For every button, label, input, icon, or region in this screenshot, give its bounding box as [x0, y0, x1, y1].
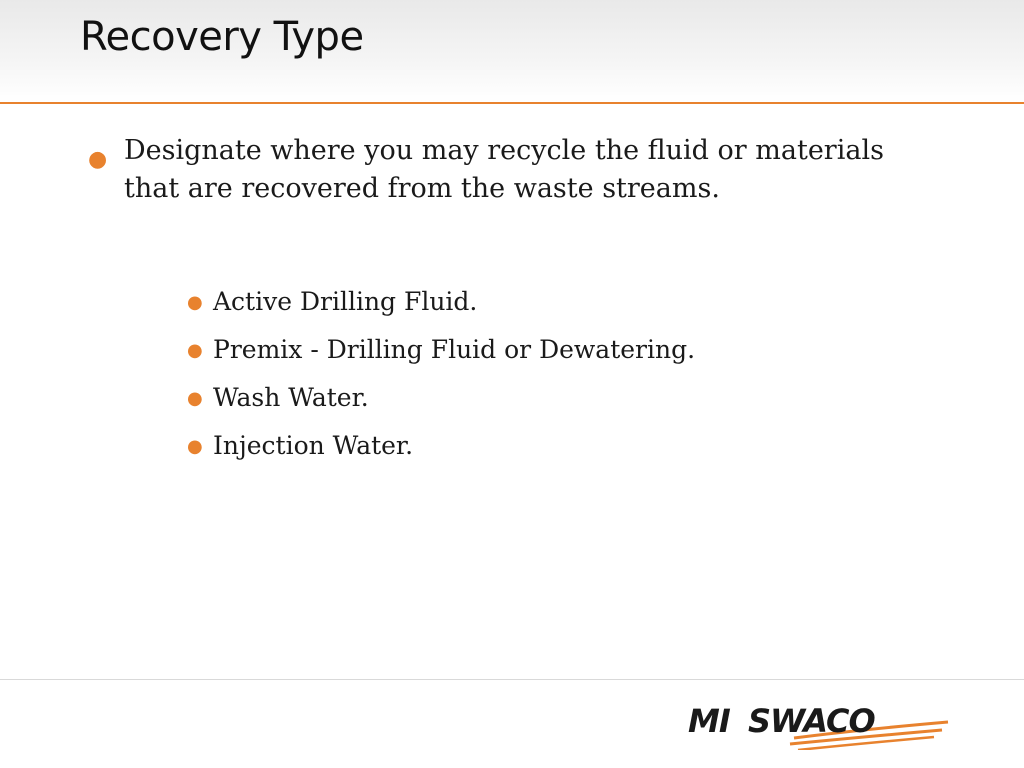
bullet-dot-icon: ● [187, 340, 203, 361]
bullet-dot-icon: ● [187, 292, 203, 313]
sub-bullet-item [187, 422, 695, 470]
footer-divider [0, 679, 1024, 680]
title-divider [0, 102, 1024, 104]
main-bullet-item [88, 132, 928, 208]
sub-bullet-text: Wash Water. [213, 383, 369, 412]
bullet-dot-icon: ● [88, 147, 108, 172]
svg-text:MI: MI [688, 702, 730, 740]
bullet-dot-icon: ● [187, 436, 203, 457]
sub-bullet-item [187, 278, 695, 326]
sub-bullet-text: Injection Water. [213, 431, 414, 460]
sub-bullet-text: Active Drilling Fluid. [213, 287, 478, 316]
sub-bullet-item [187, 374, 695, 422]
mi-swaco-logo [686, 700, 956, 750]
svg-text:SWACO: SWACO [748, 702, 875, 740]
sub-bullet-text: Premix - Drilling Fluid or Dewatering. [213, 335, 696, 364]
sub-bullet-list [187, 278, 695, 470]
main-bullet-list [88, 132, 928, 208]
slide-title: Recovery Type [80, 14, 364, 60]
bullet-dot-icon: ● [187, 388, 203, 409]
sub-bullet-item [187, 326, 695, 374]
main-bullet-text: Designate where you may recycle the fluid or materials that are recovered from the waste streams. [124, 135, 884, 204]
